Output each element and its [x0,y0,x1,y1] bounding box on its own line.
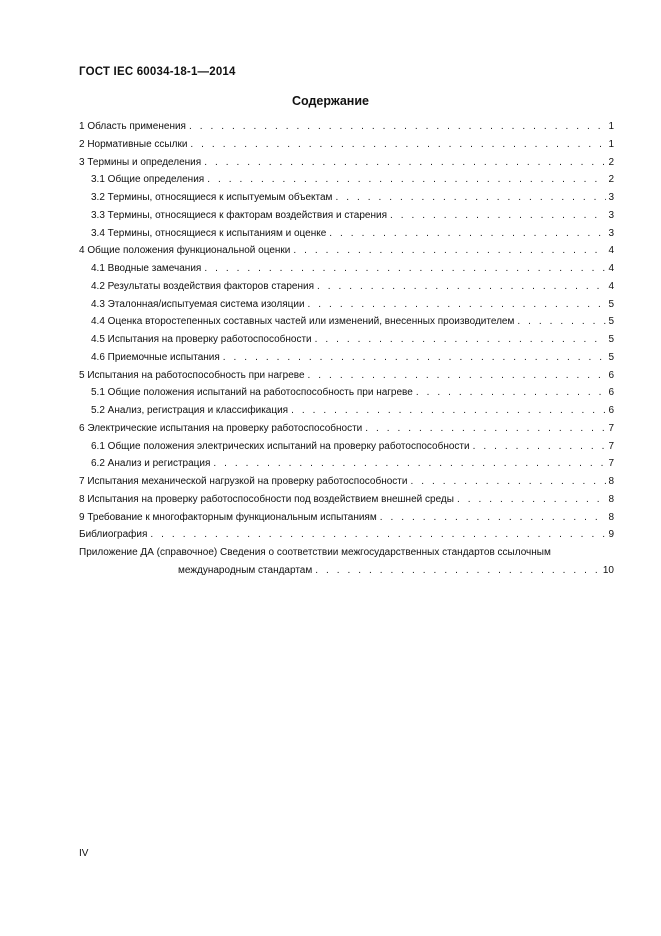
toc-entry[interactable] [79,281,614,299]
toc-leader-dots [315,334,607,345]
toc-entry-page: 8 [608,511,614,523]
toc-entry[interactable] [79,387,614,405]
toc-entry-page: 6 [608,369,614,381]
toc-entry[interactable] [79,299,614,317]
toc-leader-dots [416,387,607,398]
toc-entry-title: 4.1 Вводные замечания [91,263,202,274]
toc-leader-dots [308,299,607,310]
toc-entry-title: 1 Область применения [79,121,186,132]
toc-entry-page: 5 [608,298,614,310]
toc-leader-dots [204,157,606,168]
toc-entry-page: 10 [602,564,614,576]
toc-entry-title: Библиография [79,529,148,541]
toc-entry[interactable] [79,370,614,388]
toc-entry-page: 3 [608,209,614,221]
table-of-contents [79,121,614,583]
toc-entry-title: 2 Нормативные ссылки [79,138,188,150]
toc-entry-page: 6 [608,387,614,399]
toc-leader-dots [315,565,601,576]
toc-entry[interactable] [79,174,614,192]
toc-entry-title: 3 Термины и определения [79,156,202,168]
toc-entry-page: 4 [608,263,614,274]
toc-entry[interactable] [79,139,614,157]
toc-entry-page: 4 [608,245,614,257]
toc-entry[interactable] [79,245,614,263]
toc-entry[interactable] [79,192,614,210]
toc-entry[interactable] [79,476,614,494]
toc-entry-page: 5 [608,334,614,345]
document-code: ГОСТ IEC 60034-18-1—2014 [79,66,236,78]
toc-entry-page: 7 [608,440,614,452]
page-number: IV [79,848,89,859]
toc-entry-title: 4 Общие положения функциональной оценки [79,245,291,257]
toc-entry[interactable] [79,157,614,175]
toc-entry-page: 1 [608,121,614,132]
toc-entry-page: 5 [608,316,614,328]
toc-leader-dots [410,476,606,487]
toc-leader-dots [213,458,606,469]
toc-entry-title: 5.2 Анализ, регистрация и классификация [91,405,289,416]
toc-entry[interactable] [79,334,614,352]
toc-entry[interactable] [79,423,614,441]
toc-entry-appendix-continued[interactable] [79,565,614,583]
toc-entry-title: 4.5 Испытания на проверку работоспособности [91,334,312,345]
toc-entry-appendix[interactable] [79,547,614,565]
toc-entry[interactable] [79,441,614,459]
toc-entry-page: 8 [608,493,614,505]
toc-entry-title: 6.1 Общие положения электрических испытаний на проверку работоспособности [91,440,470,452]
toc-entry-page: 2 [608,156,614,168]
toc-entry[interactable] [79,494,614,512]
toc-entry-title: Приложение ДА (справочное) Сведения о соответствии межгосударственных стандартов ссылочным [79,547,551,558]
toc-entry-title: 4.4 Оценка второстепенных составных частей или изменений, внесенных производителем [91,316,515,328]
toc-entry-page: 2 [608,174,614,186]
toc-entry-page: 3 [608,192,614,203]
toc-leader-dots [223,352,607,363]
toc-entry[interactable] [79,316,614,334]
toc-entry[interactable] [79,405,614,423]
toc-entry-page: 4 [608,280,614,292]
toc-entry-title: 5.1 Общие положения испытаний на работоспособность при нагреве [91,387,413,399]
toc-leader-dots [365,423,606,434]
toc-entry-title: 5 Испытания на работоспособность при нагреве [79,369,305,381]
toc-entry-title: 4.2 Результаты воздействия факторов старения [91,280,314,292]
toc-entry[interactable] [79,458,614,476]
toc-entry[interactable] [79,210,614,228]
toc-entry-title: 3.3 Термины, относящиеся к факторам воздействия и старения [91,209,388,221]
toc-entry-page: 6 [608,405,614,416]
toc-leader-dots [380,512,607,523]
toc-entry-title: 6.2 Анализ и регистрация [91,458,211,470]
toc-entry[interactable] [79,263,614,281]
toc-leader-dots [207,174,606,185]
toc-entry-page: 3 [608,227,614,239]
toc-entry-title: международным стандартам [178,564,313,576]
toc-leader-dots [457,494,607,505]
toc-leader-dots [517,316,606,327]
toc-leader-dots [335,192,606,203]
toc-entry-title: 4.3 Эталонная/испытуемая система изоляции [91,298,305,310]
toc-entry-title: 3.1 Общие определения [91,174,205,186]
toc-entry-title: 3.4 Термины, относящиеся к испытаниям и оценке [91,227,327,239]
toc-leader-dots [329,228,606,239]
toc-entry[interactable] [79,228,614,246]
toc-leader-dots [473,441,607,452]
toc-leader-dots [189,121,606,132]
toc-entry[interactable] [79,512,614,530]
toc-leader-dots [291,405,606,416]
toc-entry-title: 3.2 Термины, относящиеся к испытуемым объектам [91,192,333,203]
toc-entry-title: 6 Электрические испытания на проверку работоспособности [79,422,363,434]
toc-entry[interactable] [79,121,614,139]
toc-entry-title: 7 Испытания механической нагрузкой на проверку работоспособности [79,476,408,487]
toc-entry-page: 1 [608,138,614,150]
toc-leader-dots [204,263,606,274]
toc-leader-dots [390,210,606,221]
toc-leader-dots [150,529,606,540]
toc-entry-page: 9 [608,529,614,541]
toc-entry[interactable] [79,352,614,370]
toc-entry[interactable] [79,529,614,547]
toc-entry-page: 5 [608,351,614,363]
toc-leader-dots [293,245,606,256]
toc-entry-page: 8 [608,476,614,487]
toc-entry-title: 4.6 Приемочные испытания [91,351,220,363]
toc-leader-dots [190,139,606,150]
toc-leader-dots [308,370,607,381]
toc-leader-dots [317,281,606,292]
toc-entry-page: 7 [608,458,614,470]
toc-entry-page: 7 [608,422,614,434]
toc-entry-title: 9 Требование к многофакторным функциональным испытаниям [79,511,377,523]
toc-entry-title: 8 Испытания на проверку работоспособности под воздействием внешней среды [79,493,454,505]
page-title: Содержание [291,94,369,108]
